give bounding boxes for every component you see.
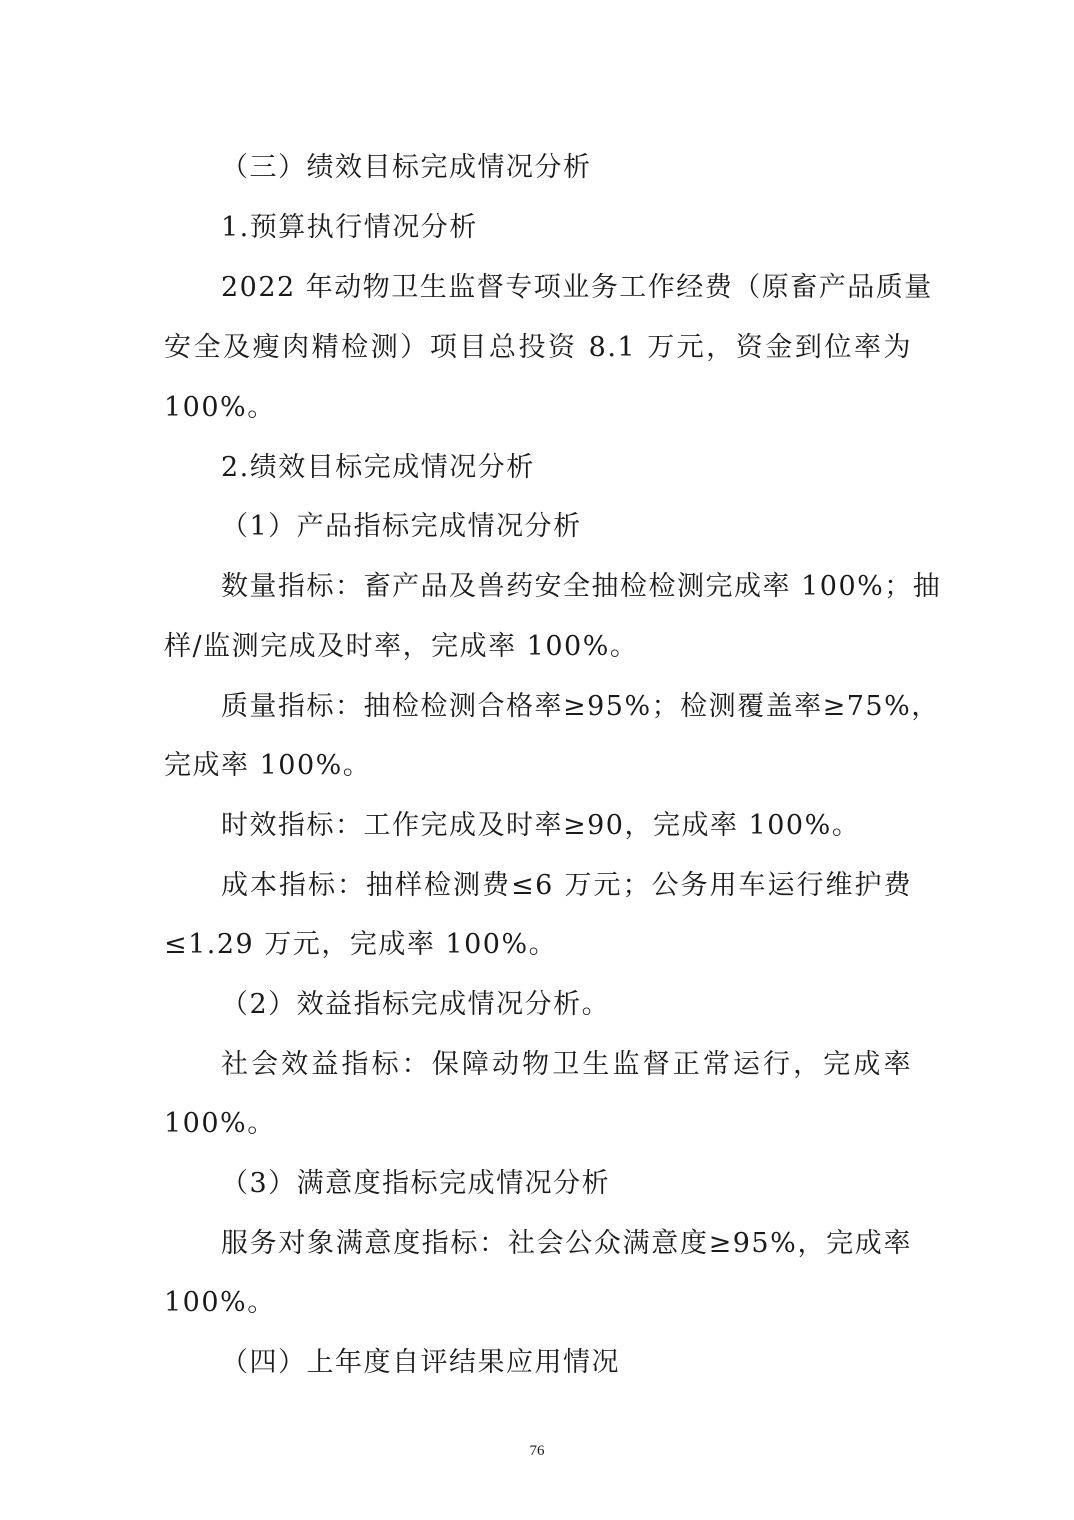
paragraph-line: 质量指标：抽检检测合格率≥95%；检测覆盖率≥75%， [221, 691, 940, 722]
paragraph-line: ≤1.29 万元，完成率 100%。 [164, 929, 558, 960]
paragraph-line: 样/监测完成及时率，完成率 100%。 [164, 631, 639, 662]
paragraph-line: 完成率 100%。 [164, 750, 372, 781]
subsection-heading-performance: 2.绩效目标完成情况分析 [221, 452, 535, 483]
paragraph-line: 100%。 [164, 392, 276, 423]
paragraph-line: 时效指标：工作完成及时率≥90，完成率 100%。 [221, 810, 861, 841]
item-heading-product: （1）产品指标完成情况分析 [221, 511, 582, 542]
paragraph-line: 2022 年动物卫生监督专项业务工作经费（原畜产品质量 [221, 272, 933, 303]
subsection-heading-budget: 1.预算执行情况分析 [221, 212, 478, 243]
paragraph-line: 社会效益指标：保障动物卫生监督正常运行，完成率 [221, 1049, 912, 1080]
paragraph-line: 安全及瘦肉精检测）项目总投资 8.1 万元，资金到位率为 [164, 332, 912, 363]
section-heading-3: （三）绩效目标完成情况分析 [221, 152, 592, 183]
paragraph-line: 100%。 [164, 1287, 276, 1318]
page-number: 76 [529, 1443, 545, 1459]
item-heading-satisfaction: （3）满意度指标完成情况分析 [221, 1168, 611, 1199]
paragraph-line: 100%。 [164, 1108, 276, 1139]
paragraph-line: 服务对象满意度指标：社会公众满意度≥95%，完成率 [221, 1228, 912, 1259]
item-heading-benefit: （2）效益指标完成情况分析。 [221, 989, 611, 1020]
paragraph-line: 成本指标：抽样检测费≤6 万元；公务用车运行维护费 [221, 870, 912, 901]
section-heading-4: （四）上年度自评结果应用情况 [221, 1347, 620, 1378]
paragraph-line: 数量指标：畜产品及兽药安全抽检检测完成率 100%；抽 [221, 571, 942, 602]
